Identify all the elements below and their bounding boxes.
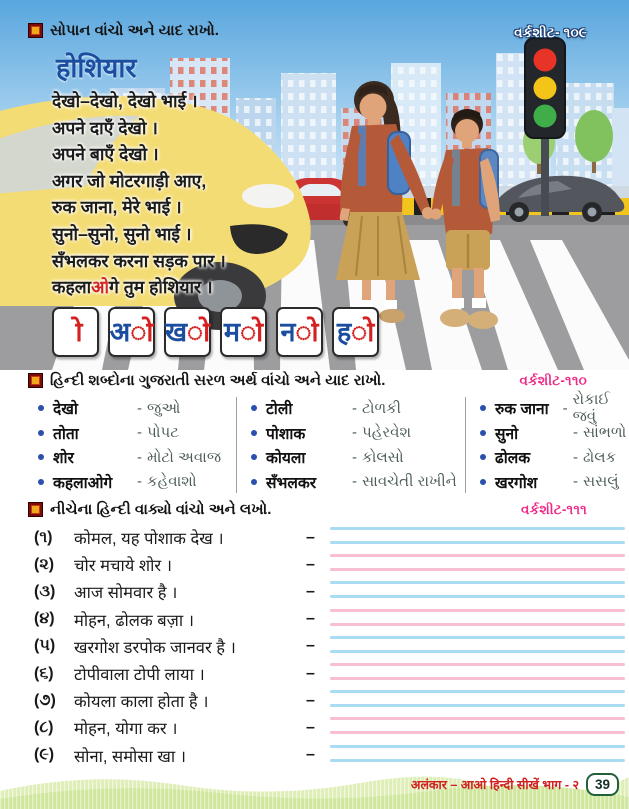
sentence-dash: – bbox=[306, 610, 315, 628]
letter-box: ो bbox=[52, 307, 99, 357]
gujarati-meaning: સસલું bbox=[583, 473, 619, 491]
hindi-word: टोली bbox=[266, 401, 293, 419]
writing-lines[interactable] bbox=[330, 606, 625, 633]
poem-line: अपने बाएँ देख । bbox=[52, 144, 159, 165]
section1-header bbox=[28, 22, 219, 39]
footer bbox=[411, 773, 619, 796]
vocab-row: टोली - ટોળકી bbox=[251, 397, 465, 420]
vocab-column bbox=[236, 397, 465, 493]
sentence-row bbox=[0, 524, 629, 551]
gujarati-meaning: મોટો અવાજ bbox=[147, 448, 222, 466]
bullet-dot-icon bbox=[251, 430, 257, 436]
bullet-square-icon bbox=[28, 373, 43, 388]
page-number-badge: 39 bbox=[586, 773, 619, 796]
bullet-dot-icon bbox=[38, 479, 44, 485]
gujarati-meaning: સાવચેતી રાખીને bbox=[362, 473, 457, 491]
letter-boxes-row bbox=[52, 307, 379, 357]
poem-lines bbox=[52, 88, 226, 301]
hindi-word: कहलाओगे bbox=[53, 474, 113, 492]
sentence-text: चर मचाये शर । bbox=[74, 557, 172, 576]
vocab-row: देखो - જુઓ bbox=[38, 397, 236, 420]
sentence-dash: – bbox=[306, 691, 315, 709]
vocab-row: तोता - પોપટ bbox=[38, 422, 236, 445]
section2-instruction: હિન્દી શબ્દોના ગુજરાતી સરળ અર્થ વાંચો અને યાદ રાખો. bbox=[50, 372, 386, 389]
hindi-word: देखो bbox=[53, 401, 78, 419]
sentence-number: (૩) bbox=[34, 582, 56, 600]
sentence-number: (૮) bbox=[34, 718, 54, 736]
sentence-number: (૯) bbox=[34, 746, 55, 764]
sentence-dash: – bbox=[306, 746, 315, 764]
gujarati-meaning: રોકાઈ જવું bbox=[572, 391, 610, 426]
sentence-row bbox=[0, 687, 629, 714]
hindi-word: तोता bbox=[53, 425, 79, 443]
vocab-row: सुनो - સાંભળો bbox=[480, 422, 629, 445]
sentence-text: सना, समसा खा । bbox=[74, 747, 186, 766]
bullet-dot-icon bbox=[480, 479, 486, 485]
sentence-row bbox=[0, 714, 629, 741]
sentence-list bbox=[0, 524, 629, 769]
sentence-number: (૭) bbox=[34, 691, 56, 709]
gujarati-meaning: પોપટ bbox=[147, 424, 179, 442]
hindi-word: सुनो bbox=[495, 425, 519, 443]
writing-lines[interactable] bbox=[330, 524, 625, 551]
writing-lines[interactable] bbox=[330, 578, 625, 605]
sentence-dash: – bbox=[306, 582, 315, 600]
writing-lines[interactable] bbox=[330, 660, 625, 687]
sentence-number: (૨) bbox=[34, 555, 55, 573]
hindi-word: खरगोश bbox=[495, 474, 538, 492]
sentences-section bbox=[0, 501, 629, 769]
bullet-dot-icon bbox=[251, 479, 257, 485]
poem-line: कहलाओगे तुम हशियार । bbox=[52, 277, 213, 298]
sentence-dash: – bbox=[306, 718, 315, 736]
bullet-dot-icon bbox=[480, 430, 486, 436]
section1-instruction: સોપાન વાંચો અને યાદ રાખો. bbox=[50, 22, 219, 39]
bullet-dot-icon bbox=[38, 405, 44, 411]
bullet-dot-icon bbox=[251, 405, 257, 411]
sentence-dash: – bbox=[306, 528, 315, 546]
sentence-dash: – bbox=[306, 555, 315, 573]
bullet-dot-icon bbox=[480, 405, 486, 411]
sentence-row bbox=[0, 551, 629, 578]
gujarati-meaning: ટોળકી bbox=[362, 399, 402, 417]
hindi-word: रुक जाना bbox=[495, 401, 549, 419]
sentence-text: कमल, यह पशाक देख । bbox=[74, 530, 224, 549]
letter-box: अ ो bbox=[108, 307, 155, 357]
sentence-dash: – bbox=[306, 664, 315, 682]
hindi-word: कोयला bbox=[266, 450, 306, 468]
letter-box: ह ो bbox=[332, 307, 379, 357]
sentence-text: आज समवार है । bbox=[74, 584, 178, 603]
vocab-column bbox=[38, 397, 236, 493]
worksheet-110-label: વર્કશીટ-૧૧૦ bbox=[519, 372, 587, 388]
worksheet-111-label: વર્કશીટ-૧૧૧ bbox=[520, 501, 587, 517]
gujarati-meaning: જુઓ bbox=[147, 399, 181, 417]
letter-box: ख ो bbox=[164, 307, 211, 357]
poem-line: सँभलकर करना सड़क पार । bbox=[52, 250, 226, 271]
sentence-row bbox=[0, 633, 629, 660]
gujarati-meaning: કોલસો bbox=[362, 448, 404, 466]
bullet-dot-icon bbox=[38, 430, 44, 436]
gujarati-meaning: ઢોલક bbox=[583, 448, 617, 466]
writing-lines[interactable] bbox=[330, 687, 625, 714]
sentence-row bbox=[0, 660, 629, 687]
sentence-number: (૪) bbox=[34, 610, 55, 628]
gujarati-meaning: સાંભળો bbox=[583, 424, 627, 442]
section3-header bbox=[0, 501, 629, 518]
vocab-row: कहलाओगे - કહેવાશો bbox=[38, 471, 236, 494]
vocab-row: सँभलकर - સાવચેતી રાખીને bbox=[251, 471, 465, 494]
bullet-square-icon bbox=[28, 23, 43, 38]
vocab-row: रुक जाना - રોકાઈ જવું bbox=[480, 397, 629, 420]
bullet-square-icon bbox=[28, 502, 43, 517]
sentence-text: खरगश डरपक जानवर है । bbox=[74, 638, 236, 657]
poem-title: होशियार bbox=[56, 53, 137, 83]
hindi-word: ढोलक bbox=[495, 450, 531, 468]
hindi-word: शोर bbox=[53, 450, 74, 468]
gujarati-meaning: કહેવાશો bbox=[147, 473, 197, 491]
sentence-text: टपीवाला टपी लाया । bbox=[74, 666, 205, 685]
writing-lines[interactable] bbox=[330, 633, 625, 660]
sentence-number: (૧) bbox=[34, 528, 53, 546]
poem-line: अगर ज मटरगाड़ी आए, bbox=[52, 170, 207, 191]
poem-line: रुक जाना, मेरे भाई । bbox=[52, 197, 182, 218]
sentence-text: महन, ढलक बज़ा । bbox=[74, 611, 195, 630]
writing-lines[interactable] bbox=[330, 551, 625, 578]
vocab-row: ढोलक - ઢોલક bbox=[480, 446, 629, 469]
vocab-row: कोयला - કોલસો bbox=[251, 446, 465, 469]
sentence-number: (૬) bbox=[34, 664, 54, 682]
sentence-number: (૫) bbox=[34, 637, 56, 655]
bullet-dot-icon bbox=[38, 454, 44, 460]
letter-box: म ो bbox=[220, 307, 267, 357]
hindi-word: पोशाक bbox=[266, 425, 306, 443]
sentence-row bbox=[0, 578, 629, 605]
bullet-dot-icon bbox=[251, 454, 257, 460]
vocab-column bbox=[465, 391, 629, 493]
gujarati-meaning: પહેરવેશ bbox=[362, 424, 412, 442]
vocabulary-section bbox=[0, 372, 629, 493]
sentence-text: कयला काला हता है । bbox=[74, 693, 209, 712]
poem-line: देख–देख, देख भाई । bbox=[52, 91, 198, 111]
section2-header bbox=[0, 372, 629, 389]
poem-line: सुन–सुन, सुन भाई । bbox=[52, 223, 192, 244]
vocabulary-table bbox=[0, 391, 629, 493]
worksheet-109-label: વર્કશીટ- ૧૦૯ bbox=[514, 25, 587, 40]
bullet-dot-icon bbox=[480, 454, 486, 460]
poem-line: अपने दाएँ देख । bbox=[52, 117, 158, 138]
vocab-row: खरगोश - સસલું bbox=[480, 471, 629, 494]
section3-instruction: નીચેના હિન્દી વાક્યો વાંચો અને લખો. bbox=[50, 501, 272, 518]
writing-lines[interactable] bbox=[330, 714, 625, 741]
vocab-row: पोशाक - પહેરવેશ bbox=[251, 422, 465, 445]
sentence-text: महन, यगा कर । bbox=[74, 720, 178, 739]
sentence-dash: – bbox=[306, 637, 315, 655]
book-title: अलंकार – आओ हिन्दी सीखें भाग - २ bbox=[410, 778, 579, 792]
sentence-row bbox=[0, 606, 629, 633]
vocab-row: शोर - મોટો અવાજ bbox=[38, 446, 236, 469]
letter-box: न ो bbox=[276, 307, 323, 357]
hindi-word: सँभलकर bbox=[266, 474, 317, 492]
